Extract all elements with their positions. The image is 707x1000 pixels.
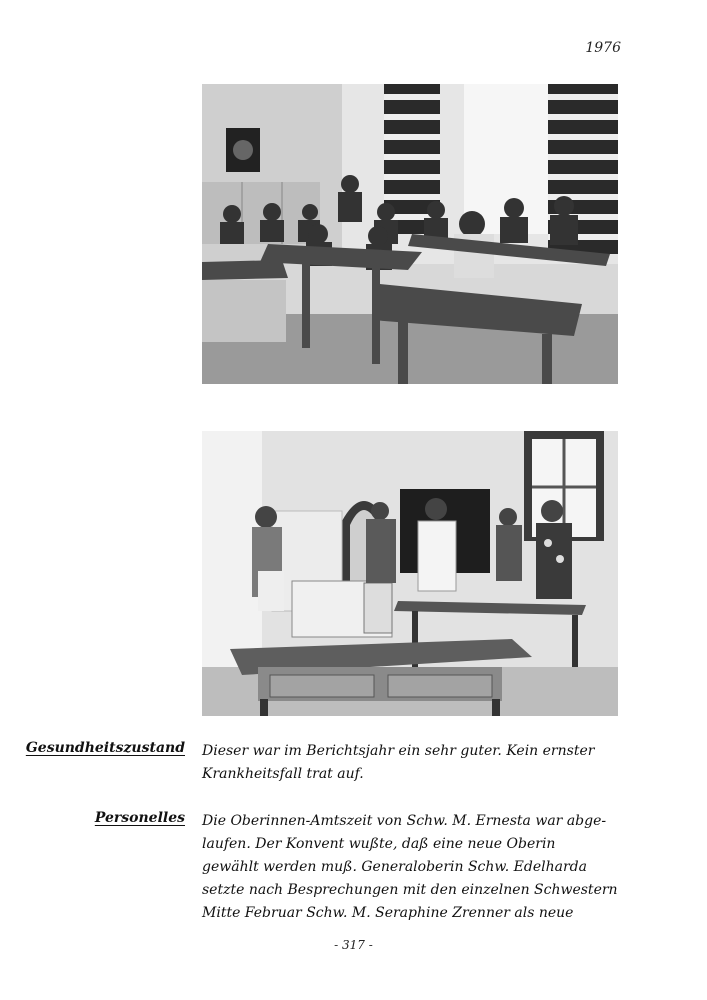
text-line: Krankheitsfall trat auf. bbox=[202, 766, 364, 782]
classroom-photo bbox=[202, 84, 618, 384]
text-line: Dieser war im Berichtsjahr ein sehr guter. Kein ernster bbox=[202, 743, 595, 759]
personnel-section-text bbox=[202, 810, 622, 925]
kitchen-photo-image bbox=[202, 431, 618, 716]
text-line: setzte nach Besprechungen mit den einzelnen Schwestern bbox=[202, 882, 618, 898]
kitchen-photo bbox=[202, 431, 618, 716]
health-section-text bbox=[202, 740, 622, 786]
classroom-photo-image bbox=[202, 84, 618, 384]
text-line: Mitte Februar Schw. M. Seraphine Zrenner als neue bbox=[202, 905, 574, 921]
personnel-section-label: Personelles bbox=[94, 810, 185, 826]
text-line: gewählt werden muß. Generaloberin Schw. Edelharda bbox=[202, 859, 587, 875]
page-number: - 317 - bbox=[334, 938, 373, 952]
text-line: laufen. Der Konvent wußte, daß eine neue Oberin bbox=[202, 836, 556, 852]
health-section-label: Gesundheitszustand bbox=[25, 740, 185, 756]
text-line: Die Oberinnen-Amtszeit von Schw. M. Ernesta war abge- bbox=[202, 813, 607, 829]
year-heading: 1976 bbox=[585, 40, 621, 56]
